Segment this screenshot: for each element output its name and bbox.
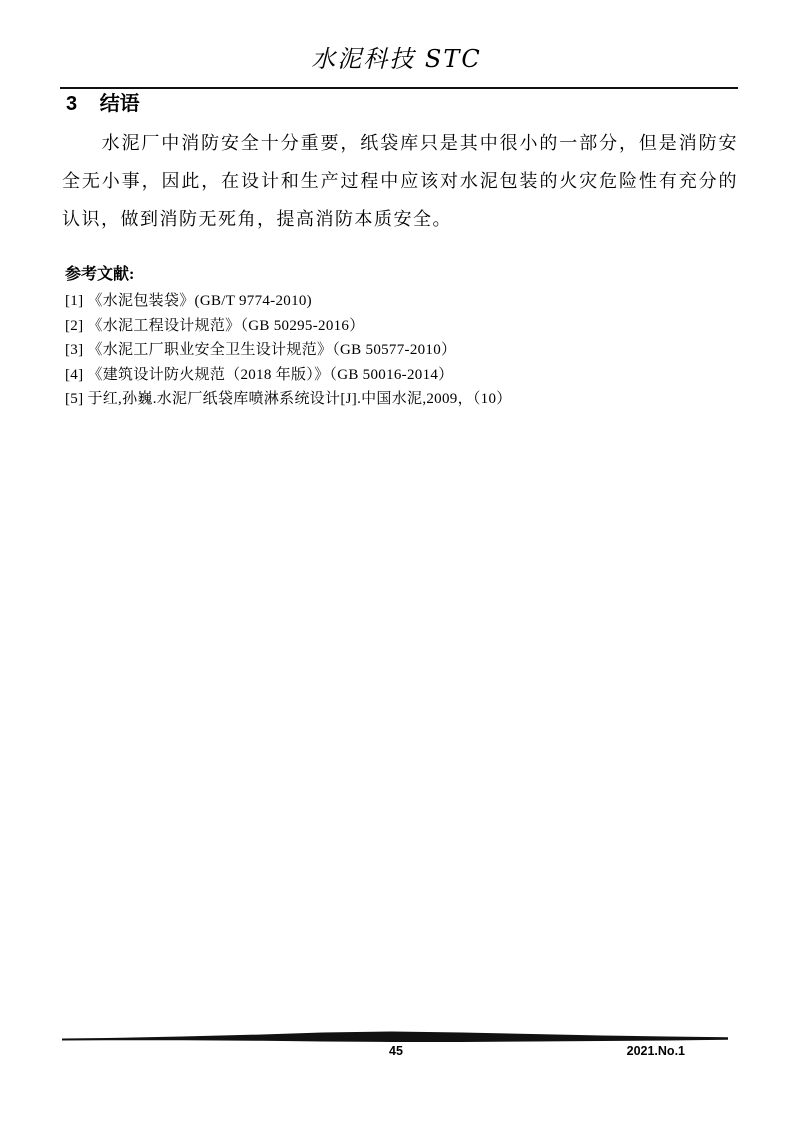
- reference-item: [4] 《建筑设计防火规范（2018 年版）》（GB 50016-2014）: [65, 366, 454, 383]
- footer: [62, 1043, 730, 1061]
- journal-title: 水泥科技 STC: [311, 45, 482, 73]
- references-list: [65, 289, 725, 412]
- issue-number: 2021.No.1: [626, 1044, 685, 1058]
- reference-item: [1] 《水泥包装袋》(GB/T 9774-2010): [65, 293, 312, 309]
- conclusion-paragraph: 水泥厂中消防安全十分重要，纸袋库只是其中很小的一部分，但是消防安全无小事，因此，在设计和生产过程中应该对水泥包装的火灾危险性有充分的认识，做到消防无死角，提高消防本质安全。: [62, 133, 738, 229]
- reference-item: [5] 于红,孙巍.水泥厂纸袋库喷淋系统设计[J].中国水泥,2009，（10）: [65, 391, 512, 407]
- footer-decorative-rule: [62, 1031, 730, 1043]
- reference-item: [3] 《水泥工厂职业安全卫生设计规范》（GB 50577-2010）: [65, 342, 457, 358]
- section-heading: [66, 92, 140, 116]
- reference-item: [2] 《水泥工程设计规范》（GB 50295-2016）: [65, 317, 365, 334]
- section-number: 3: [66, 93, 78, 115]
- header-rule: [60, 87, 738, 89]
- references-heading: 参考文献:: [65, 266, 135, 283]
- section-title: 结语: [99, 93, 140, 115]
- page-number: 45: [389, 1044, 403, 1058]
